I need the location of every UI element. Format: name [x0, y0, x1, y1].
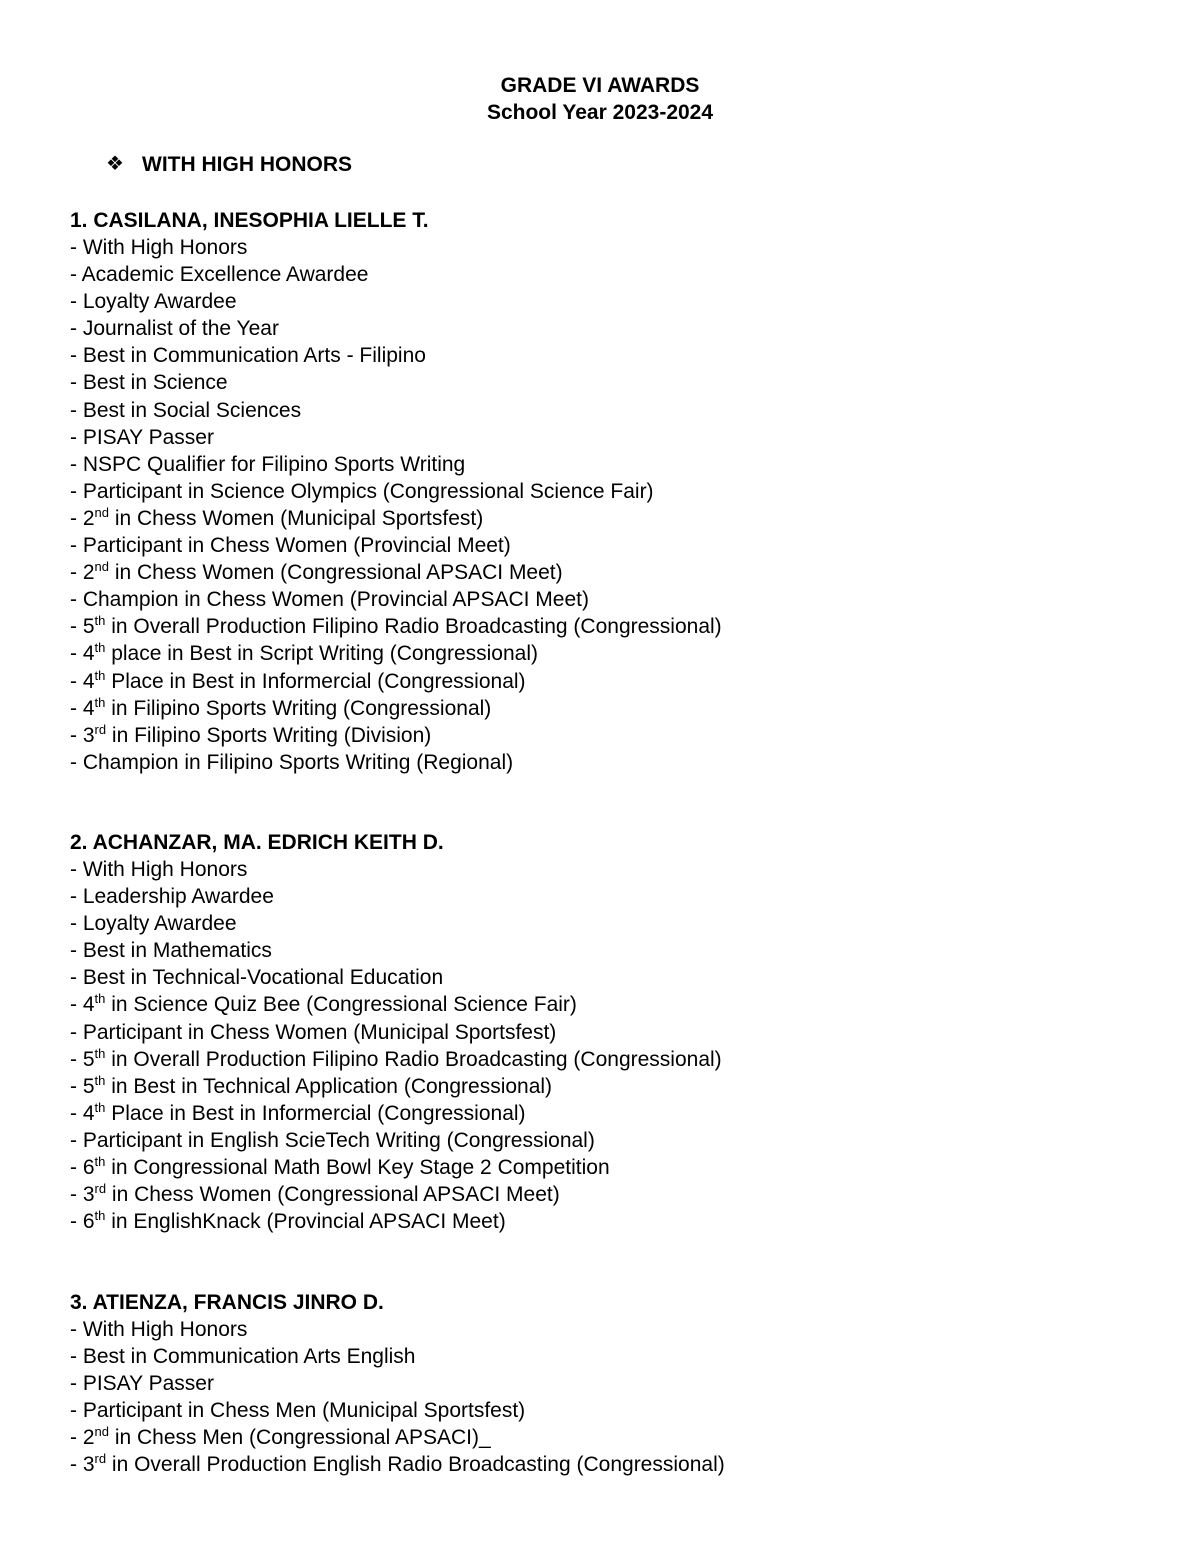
award-item: - Participant in Chess Women (Provincial Meet) — [70, 534, 511, 558]
award-item: - Best in Social Sciences — [70, 398, 302, 422]
award-item: - 2nd in Chess Women (Congressional APSACI Meet) — [70, 559, 563, 585]
award-item: - 5th in Overall Production Filipino Radio Broadcasting (Congressional) — [70, 613, 722, 639]
ordinal-suffix: th — [94, 1154, 106, 1170]
award-item: - With High Honors — [70, 858, 248, 881]
award-list — [70, 234, 1170, 776]
student-name: 3. ATIENZA, FRANCIS JINRO D. — [70, 1291, 384, 1314]
award-item: - With High Honors — [70, 1318, 248, 1341]
award-item: - Participant in Chess Men (Municipal Sportsfest) — [70, 1399, 526, 1423]
award-item: - 2nd in Chess Women (Municipal Sportsfest) — [70, 504, 484, 530]
award-item: - Participant in Science Olympics (Congressional Science Fair) — [70, 479, 654, 503]
award-item: - Best in Technical-Vocational Education — [70, 966, 444, 990]
award-item: - Participant in Chess Women (Municipal Sportsfest) — [70, 1020, 557, 1044]
award-item: - 5th in Overall Production Filipino Radio Broadcasting (Congressional) — [70, 1045, 722, 1071]
ordinal-suffix: nd — [94, 1424, 109, 1440]
diamond-bullet-icon: ❖ — [106, 153, 124, 175]
student-entry — [70, 1289, 1170, 1479]
award-item: - 4th Place in Best in Informercial (Congressional) — [70, 1099, 526, 1125]
ordinal-suffix: th — [94, 640, 106, 656]
award-item: - Academic Excellence Awardee — [70, 263, 369, 287]
ordinal-suffix: rd — [94, 721, 107, 737]
award-item: - With High Honors — [70, 236, 248, 259]
ordinal-suffix: th — [94, 667, 106, 683]
award-item: - 4th in Filipino Sports Writing (Congressional) — [70, 694, 492, 720]
ordinal-suffix: th — [94, 1099, 106, 1115]
award-item: - Loyalty Awardee — [70, 912, 237, 936]
award-item: - NSPC Qualifier for Filipino Sports Writing — [70, 452, 466, 476]
award-item: - 4th in Science Quiz Bee (Congressional Science Fair) — [70, 991, 577, 1017]
award-item: - Champion in Filipino Sports Writing (Regional) — [70, 750, 514, 774]
award-item: - Best in Communication Arts English — [70, 1345, 416, 1369]
ordinal-suffix: nd — [94, 504, 109, 520]
award-item: - 3rd in Chess Women (Congressional APSACI Meet) — [70, 1181, 560, 1207]
section-heading-label: WITH HIGH HONORS — [142, 153, 352, 176]
ordinal-suffix: th — [94, 1045, 106, 1061]
award-item: - Best in Mathematics — [70, 939, 272, 963]
section-heading — [106, 151, 352, 178]
award-item: - 3rd in Filipino Sports Writing (Division) — [70, 721, 432, 747]
student-entry — [70, 829, 1170, 1235]
document-title: GRADE VI AWARDS — [500, 74, 700, 97]
ordinal-suffix: rd — [94, 1181, 107, 1197]
student-name: 1. CASILANA, INESOPHIA LIELLE T. — [70, 209, 429, 232]
award-item: - 4th Place in Best in Informercial (Congressional) — [70, 667, 526, 693]
student-entry — [70, 207, 1170, 776]
ordinal-suffix: nd — [94, 559, 109, 575]
ordinal-suffix: th — [94, 991, 106, 1007]
ordinal-suffix: th — [94, 1208, 106, 1224]
ordinal-suffix: rd — [94, 1451, 107, 1467]
award-item: - 3rd in Overall Production English Radio Broadcasting (Congressional) — [70, 1451, 725, 1477]
award-item: - Champion in Chess Women (Provincial APSACI Meet) — [70, 588, 589, 612]
award-item: - Loyalty Awardee — [70, 290, 237, 314]
award-list — [70, 1316, 1170, 1479]
ordinal-suffix: th — [94, 1072, 106, 1088]
ordinal-suffix: th — [94, 694, 106, 710]
award-item: - Best in Science — [70, 371, 228, 395]
award-list — [70, 856, 1170, 1235]
award-item: - 2nd in Chess Men (Congressional APSACI)_ — [70, 1424, 491, 1450]
award-item: - 6th in EnglishKnack (Provincial APSACI Meet) — [70, 1208, 506, 1234]
award-item: - 4th place in Best in Script Writing (Congressional) — [70, 640, 538, 666]
document-subtitle: School Year 2023-2024 — [486, 101, 714, 124]
award-item: - 6th in Congressional Math Bowl Key Stage 2 Competition — [70, 1154, 610, 1180]
award-item: - 5th in Best in Technical Application (Congressional) — [70, 1072, 553, 1098]
award-item: - PISAY Passer — [70, 425, 214, 449]
award-item: - Participant in English ScieTech Writing (Congressional) — [70, 1128, 595, 1152]
title-block — [0, 72, 1200, 126]
ordinal-suffix: th — [94, 613, 106, 629]
award-item: - Best in Communication Arts - Filipino — [70, 344, 426, 368]
award-item: - Leadership Awardee — [70, 885, 274, 909]
award-item: - PISAY Passer — [70, 1372, 214, 1396]
award-item: - Journalist of the Year — [70, 317, 279, 341]
student-name: 2. ACHANZAR, MA. EDRICH KEITH D. — [70, 831, 444, 854]
